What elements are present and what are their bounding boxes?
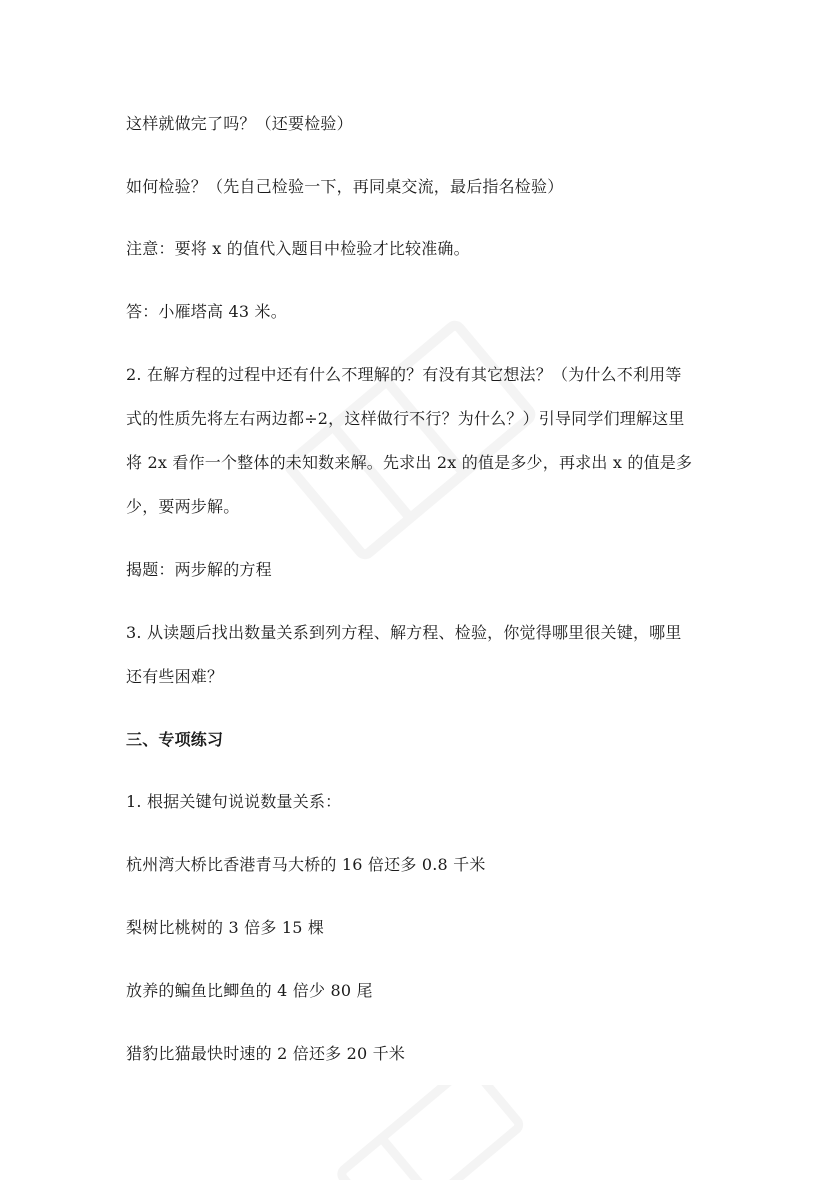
paragraph-question-2-line-4: 少，要两步解。 — [126, 497, 240, 516]
example-item: 杭州湾大桥比香港青马大桥的 16 倍还多 0.8 千米 — [126, 855, 486, 874]
paragraph-question-2-line-3: 将 2x 看作一个整体的未知数来解。先求出 2x 的值是多少，再求出 x 的值是多 — [126, 453, 693, 472]
paragraph-how-to-check: 如何检验？（先自己检验一下，再同桌交流，最后指名检验） — [126, 177, 564, 196]
example-item: 猎豹比猫最快时速的 2 倍还多 20 千米 — [126, 1044, 406, 1063]
paragraph-question-2-line-1: 2. 在解方程的过程中还有什么不理解的？有没有其它想法？（为什么不利用等 — [126, 365, 682, 384]
paragraph-question-2-line-2: 式的性质先将左右两边都÷2，这样做行不行？为什么？）引导同学们理解这里 — [126, 409, 685, 428]
paragraph-question-3-line-2: 还有些困难？ — [126, 667, 224, 686]
paragraph-question-3-line-1: 3. 从读题后找出数量关系到列方程、解方程、检验，你觉得哪里很关键，哪里 — [126, 623, 682, 642]
example-item: 放养的鳊鱼比鲫鱼的 4 倍少 80 尾 — [126, 981, 373, 1000]
paragraph-answer: 答：小雁塔高 43 米。 — [126, 302, 287, 321]
section-title: 三、专项练习 — [126, 730, 224, 749]
example-item: 梨树比桃树的 3 倍多 15 棵 — [126, 918, 325, 937]
paragraph-check-done: 这样就做完了吗？（还要检验） — [126, 114, 353, 133]
watermark-logo — [270, 295, 550, 585]
paragraph-topic: 揭题：两步解的方程 — [126, 560, 272, 579]
watermark-logo-bottom — [300, 1085, 540, 1180]
paragraph-exercise-1: 1. 根据关键句说说数量关系： — [126, 792, 342, 811]
paragraph-note: 注意：要将 x 的值代入题目中检验才比较准确。 — [126, 239, 470, 258]
